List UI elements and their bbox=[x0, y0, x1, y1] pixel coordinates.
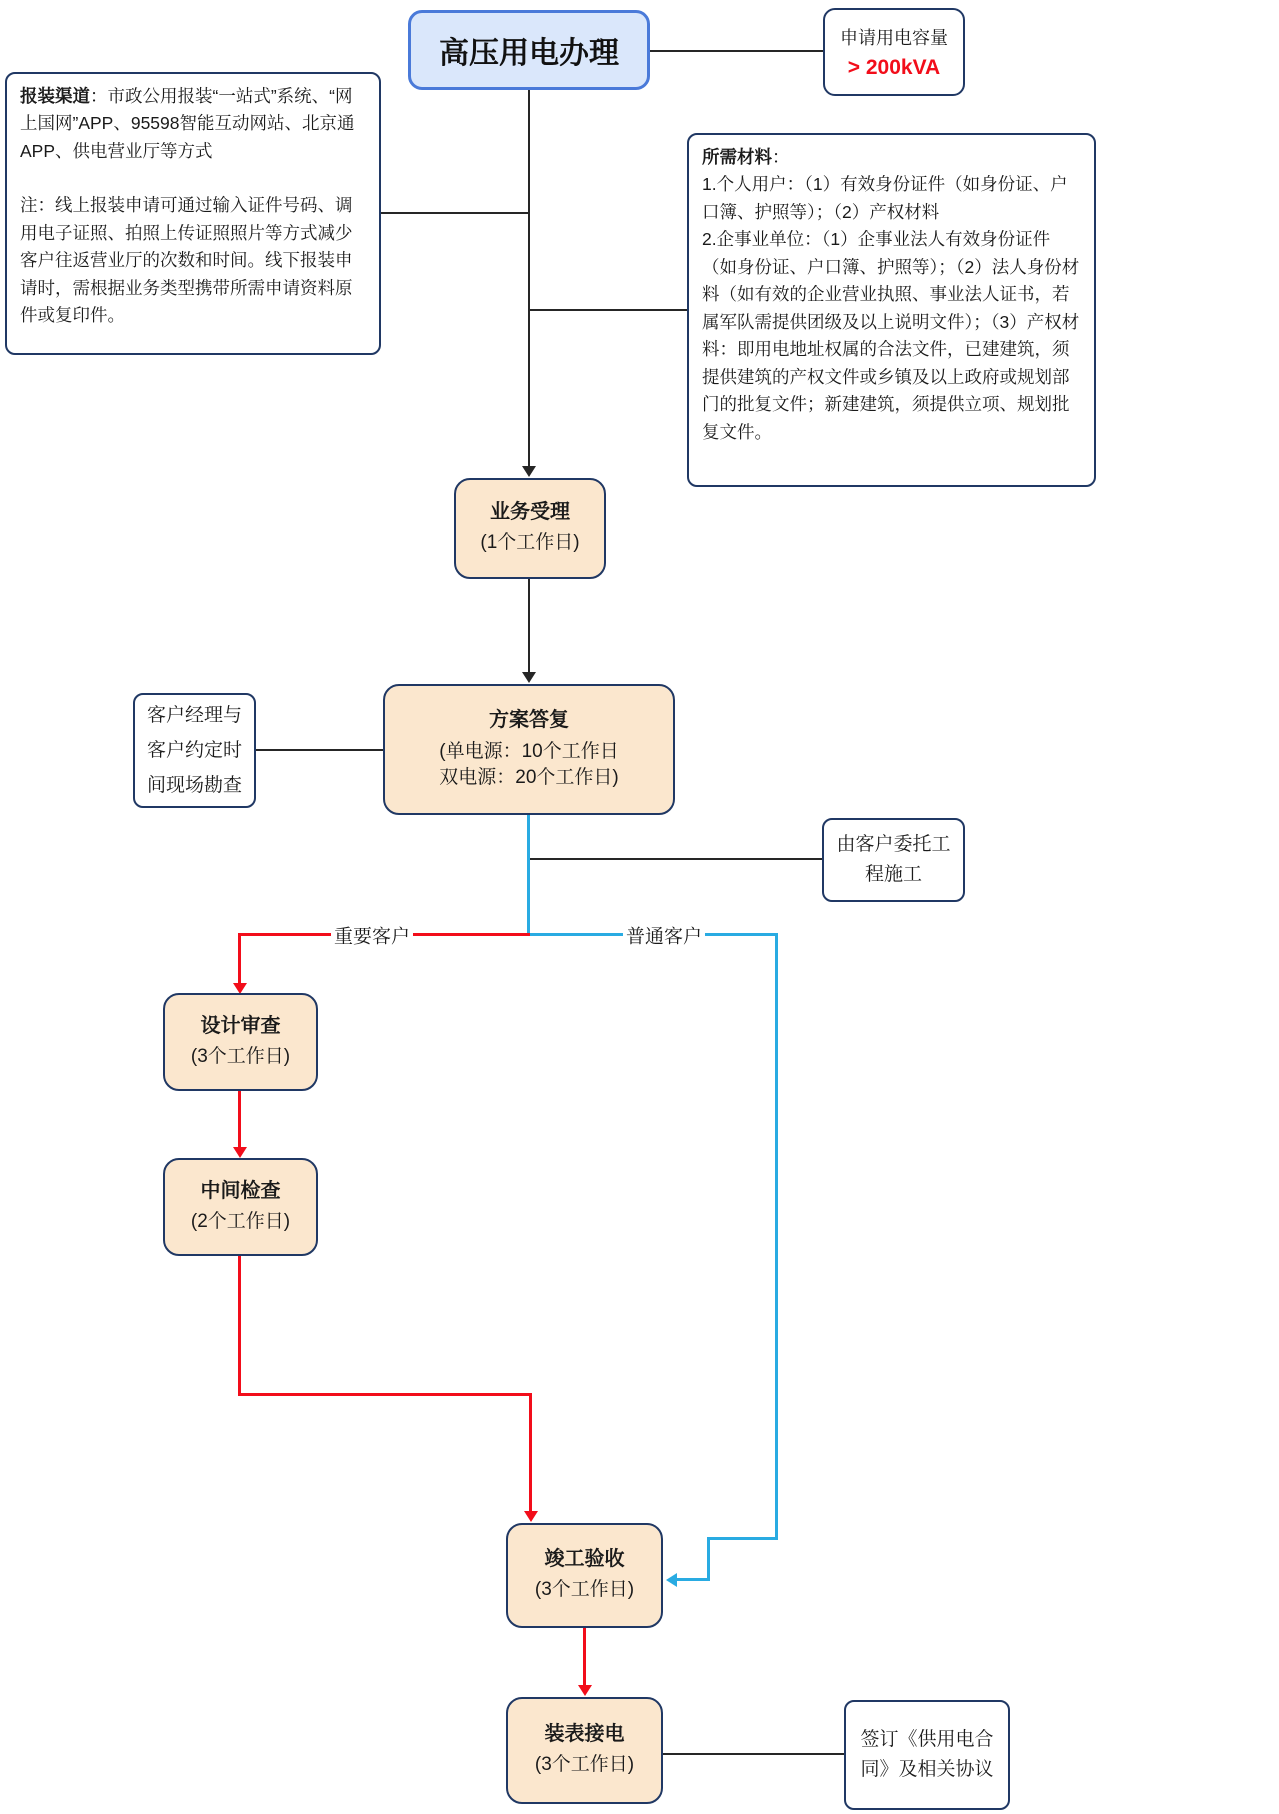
capacity-note-value: > 200kVA bbox=[847, 56, 941, 79]
connector-axis-to-materials bbox=[529, 309, 687, 311]
step-box-interim bbox=[163, 1158, 318, 1256]
connector-title-to-accept bbox=[528, 90, 530, 468]
red-line-interim-down bbox=[238, 1256, 241, 1396]
step-accept-duration: (1个工作日) bbox=[480, 532, 580, 554]
connector-axis-to-construction bbox=[530, 858, 822, 860]
step-completion-duration: (3个工作日) bbox=[534, 1579, 635, 1601]
materials-note-lead: 所需材料 bbox=[702, 147, 772, 167]
step-design-duration: (3个工作日) bbox=[190, 1045, 291, 1067]
arrowhead-into-meter bbox=[578, 1685, 592, 1696]
cyan-line-right-down bbox=[775, 933, 778, 1540]
step-box-design bbox=[163, 993, 318, 1091]
arrowhead-into-reply bbox=[522, 672, 536, 683]
branch-label-important-customer: 重要客户 bbox=[331, 922, 413, 949]
step-box-meter bbox=[506, 1697, 663, 1804]
cyan-line-jog-left bbox=[707, 1537, 778, 1540]
connector-survey-to-reply bbox=[256, 749, 383, 751]
step-box-completion bbox=[506, 1523, 663, 1628]
cyan-line-jog-down bbox=[707, 1537, 710, 1581]
step-accept-title: 业务受理 bbox=[490, 501, 570, 524]
step-reply-line3: 双电源：20个工作日) bbox=[439, 766, 619, 788]
connector-accept-to-reply bbox=[528, 579, 530, 673]
step-box-reply bbox=[383, 684, 675, 815]
red-line-to-design bbox=[238, 933, 241, 987]
step-box-accept bbox=[454, 478, 606, 579]
red-line-completion-to-meter bbox=[583, 1628, 586, 1686]
red-line-to-completion bbox=[529, 1393, 532, 1512]
survey-note-text: 客户经理与客户约定时间现场勘查 bbox=[146, 704, 242, 797]
step-meter-title: 装表接电 bbox=[544, 1723, 625, 1746]
step-design-title: 设计审查 bbox=[200, 1014, 281, 1037]
step-meter-duration: (3个工作日) bbox=[534, 1754, 635, 1776]
arrowhead-into-interim bbox=[233, 1147, 247, 1158]
arrowhead-into-accept bbox=[522, 466, 536, 477]
page-title: 高压用电办理 bbox=[439, 37, 619, 70]
construction-note-box bbox=[822, 818, 965, 902]
channels-note-lead: 报装渠道 bbox=[20, 86, 90, 106]
title-box bbox=[408, 10, 650, 90]
capacity-note-box bbox=[823, 8, 965, 96]
materials-note-colon: ： bbox=[772, 147, 790, 167]
step-reply-title: 方案答复 bbox=[489, 708, 569, 731]
capacity-note-line1: 申请用电容量 bbox=[840, 28, 948, 48]
step-reply-line2: (单电源：10个工作日 bbox=[439, 740, 619, 762]
connector-channels-to-axis bbox=[381, 212, 530, 214]
cyan-line-reply-down bbox=[527, 815, 530, 936]
channels-note-box bbox=[5, 72, 381, 355]
red-line-elbow-right bbox=[238, 1393, 532, 1396]
materials-note-item2: 2.企事业单位：（1）企事业法人有效身份证件（如身份证、户口簿、护照等）；（2）法人身份材料（如有效的企业营业执照、事业法人证书，若属军队需提供团级及以上说明文件）；（3）产权材料：即用电地址权属的合法文件，已建建筑，须提供建筑的产权文件或乡镇及以上政府或规划部门的批复文件；新建建筑，须提供立项、规划批复文件。 bbox=[702, 229, 1080, 442]
red-line-design-to-interim bbox=[238, 1091, 241, 1149]
arrowhead-cyan-into-completion bbox=[666, 1573, 677, 1587]
branch-label-ordinary-customer: 普通客户 bbox=[623, 922, 705, 949]
contract-note-text: 签订《供用电合同》及相关协议 bbox=[860, 1728, 994, 1780]
connector-meter-to-contract bbox=[663, 1753, 844, 1755]
arrowhead-into-completion bbox=[524, 1511, 538, 1522]
cyan-line-into-completion bbox=[677, 1578, 710, 1581]
channels-note-remark: 注：线上报装申请可通过输入证件号码、调用电子证照、拍照上传证照照片等方式减少客户往返营业厅的次数和时间。线下报装申请时，需根据业务类型携带所需申请资料原件或复印件。 bbox=[20, 195, 353, 326]
channels-note-body-text: ：市政公用报装“一站式”系统、“网上国网”APP、95598智能互动网站、北京通APP、供电营业厅等方式 bbox=[20, 86, 355, 161]
step-interim-duration: (2个工作日) bbox=[190, 1210, 291, 1232]
step-interim-title: 中间检查 bbox=[200, 1179, 281, 1202]
materials-note-box bbox=[687, 133, 1096, 487]
connector-title-to-capacity bbox=[650, 50, 823, 52]
materials-note-item1: 1.个人用户：（1）有效身份证件（如身份证、户口簿、护照等）；（2）产权材料 bbox=[702, 174, 1068, 222]
survey-note-box bbox=[133, 693, 256, 808]
step-completion-title: 竣工验收 bbox=[544, 1548, 625, 1571]
channels-note-body bbox=[20, 83, 366, 165]
contract-note-box bbox=[844, 1700, 1010, 1810]
materials-note-title bbox=[702, 144, 1081, 171]
construction-note-text: 由客户委托工程施工 bbox=[836, 833, 951, 885]
